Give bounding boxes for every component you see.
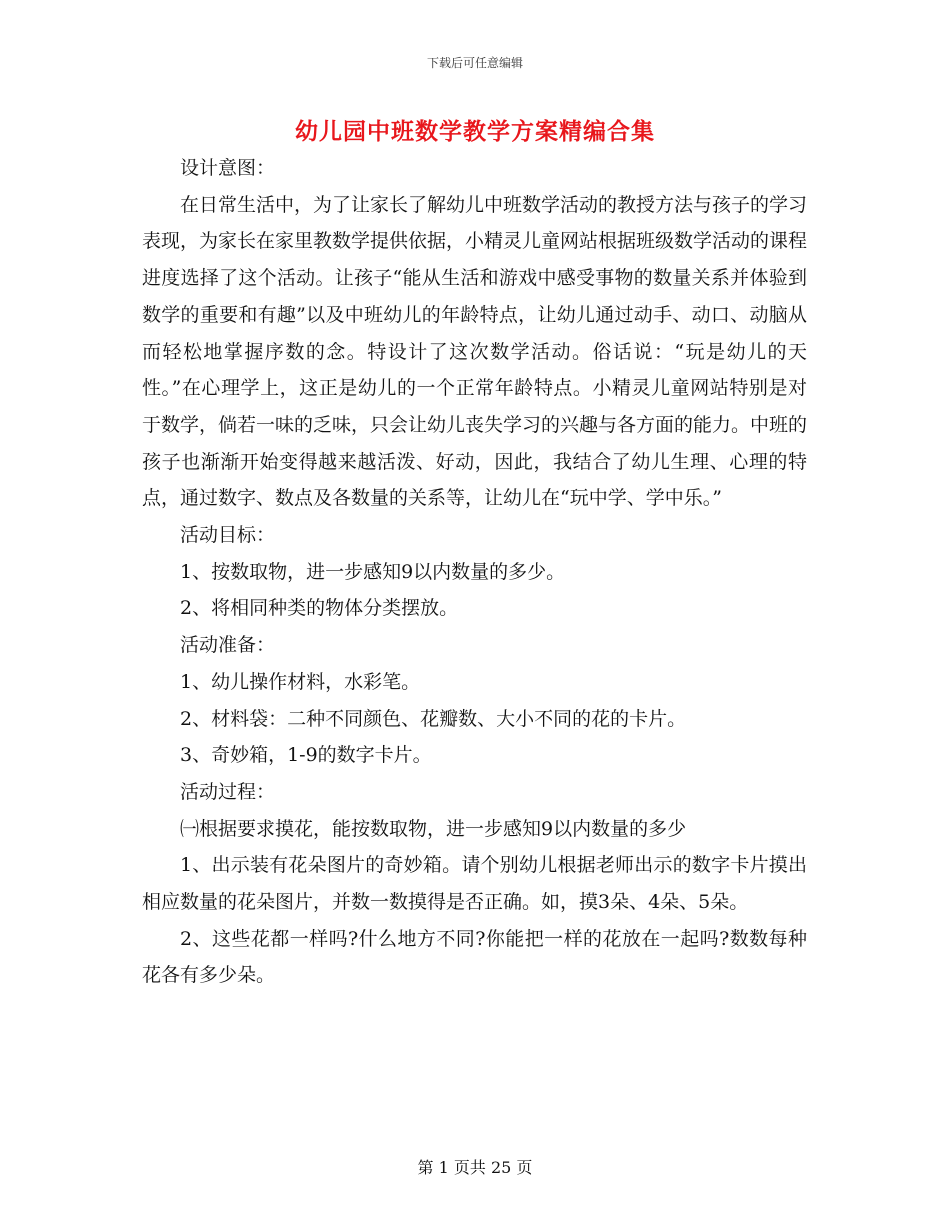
section-heading-activity-goals: 活动目标：	[180, 524, 276, 547]
section-heading-activity-process: 活动过程：	[180, 780, 276, 803]
goal-item-1: 1、按数取物，进一步感知9以内数量的多少。	[180, 560, 566, 583]
process-step-heading-1: ㈠根据要求摸花，能按数取物，进一步感知9以内数量的多少	[180, 817, 687, 840]
prep-item-3: 3、奇妙箱，1-9的数字卡片。	[180, 744, 432, 767]
document-body	[142, 150, 807, 994]
process-item-2: 2、这些花都一样吗?什么地方不同?你能把一样的花放在一起吗?数数每种花各有多少朵。	[142, 927, 807, 987]
page-footer: 第 1 页共 25 页	[417, 1158, 533, 1177]
process-item-1: 1、出示装有花朵图片的奇妙箱。请个别幼儿根据老师出示的数字卡片摸出相应数量的花朵图片，并数一数摸得是否正确。如，摸3朵、4朵、5朵。	[142, 854, 807, 914]
section-heading-design-intent: 设计意图：	[180, 157, 276, 179]
paragraph-design-intent: 在日常生活中，为了让家长了解幼儿中班数学活动的教授方法与孩子的学习表现，为家长在家里教数学提供依据，小精灵儿童网站根据班级数学活动的课程进度选择了这个活动。让孩子“能从生活和游戏中感受事物的数量关系并体验到数学的重要和有趣”以及中班幼儿的年龄特点，让幼儿通过动手、动口、动脑从而轻松地掌握序数的念。特设计了这次数学活动。俗话说：“玩是幼儿的天性。”在心理学上，这正是幼儿的一个正常年龄特点。小精灵儿童网站特别是对于数学，倘若一味的乏味，只会让幼儿丧失学习的兴趣与各方面的能力。中班的孩子也渐渐开始变得越来越活泼、好动，因此，我结合了幼儿生理、心理的特点，通过数字、数点及各数量的关系等，让幼儿在“玩中学、学中乐。”	[142, 193, 808, 510]
prep-item-2: 2、材料袋：二种不同颜色、花瓣数、大小不同的花的卡片。	[180, 707, 687, 730]
page-header: 下载后可任意编辑	[426, 56, 523, 70]
document-title: 幼儿园中班数学教学方案精编合集	[295, 118, 655, 145]
section-heading-activity-prep: 活动准备：	[180, 634, 276, 657]
goal-item-2: 2、将相同种类的物体分类摆放。	[180, 597, 459, 620]
prep-item-1: 1、幼儿操作材料，水彩笔。	[180, 670, 421, 693]
